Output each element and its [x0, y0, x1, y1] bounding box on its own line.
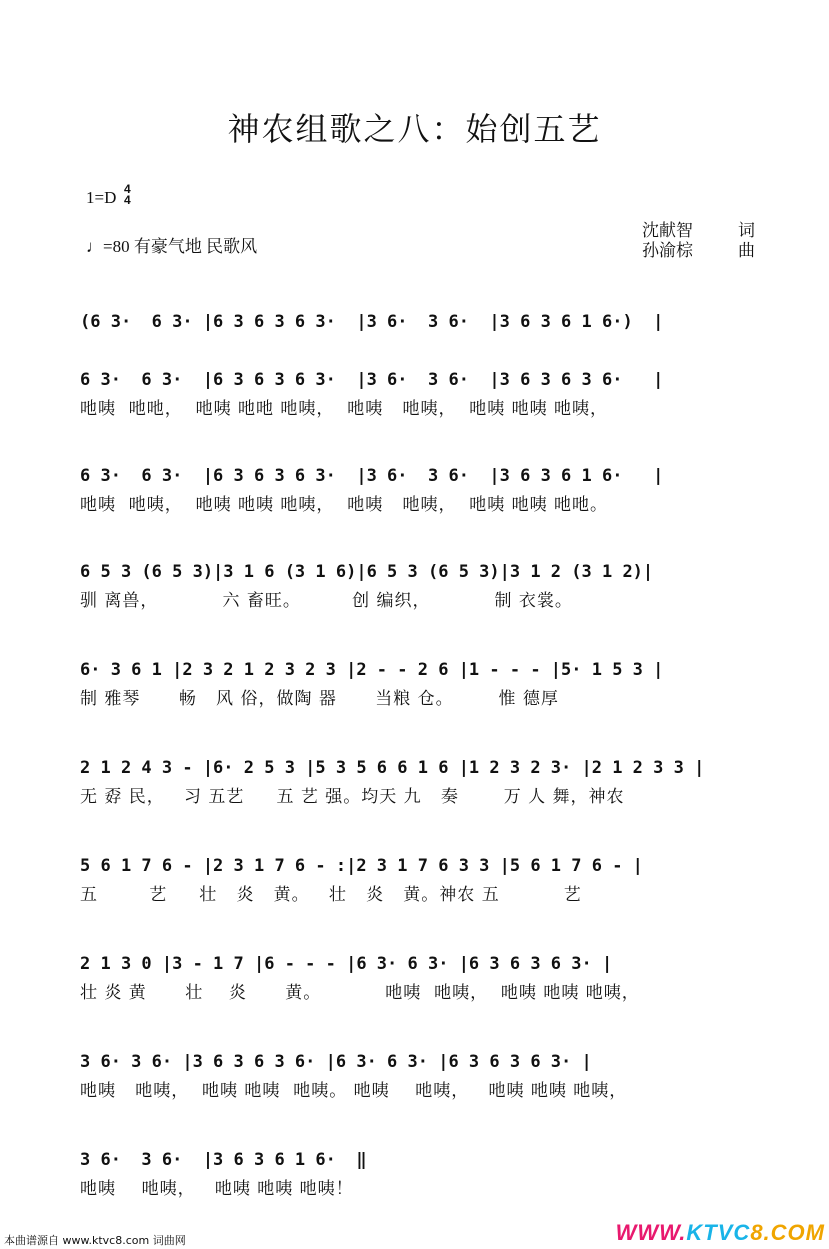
lyric-line: 五 艺 壮 炎 黄。 壮 炎 黄。神农 五 艺 [80, 885, 582, 905]
notation-line: 6 5 3 (6 5 3)|3 1 6 (3 1 6)|6 5 3 (6 5 3)|3 1 2 (3 1 2)| [80, 562, 654, 582]
score-row [80, 758, 760, 807]
score-row [80, 856, 760, 905]
composer-name: 孙渝棕 [642, 241, 693, 261]
score-row [80, 1052, 760, 1101]
notation-line: 3 6· 3 6· |3 6 3 6 1 6· ‖ [80, 1150, 367, 1170]
lyricist-role: 词 [738, 221, 755, 241]
composer-role: 曲 [738, 241, 755, 261]
composer-credit [642, 236, 755, 261]
score-row [80, 562, 760, 611]
logo-com: 8.COM [750, 1220, 825, 1245]
score-row [80, 954, 760, 1003]
lyric-line: 吔咦 吔咦， 吔咦 吔咦 吔咦！ [80, 1179, 354, 1199]
notation-line: 6· 3 6 1 |2 3 2 1 2 3 2 3 |2 - - 2 6 |1 - - - |5· 1 5 3 | [80, 660, 664, 680]
tempo-marking: ♩=80 有豪气地 民歌风 [86, 237, 258, 256]
lyric-line: 壮 炎 黄 壮 炎 黄。 吔咦 吔咦， 吔咦 吔咦 吔咦， [80, 983, 640, 1003]
notation-line: (6 3· 6 3· |6 3 6 3 6 3· |3 6· 3 6· |3 6 3 6 1 6·) | [80, 312, 664, 332]
notation-line: 3 6· 3 6· |3 6 3 6 3 6· |6 3· 6 3· |6 3 6 3 6 3· | [80, 1052, 592, 1072]
logo-www: WWW. [615, 1220, 687, 1245]
score-row [80, 660, 760, 709]
lyric-line: 吔咦 吔咦， 吔咦 吔咦 吔咦。 吔咦 吔咦， 吔咦 吔咦 吔咦， [80, 1081, 628, 1101]
score-row [80, 466, 760, 515]
notation-line: 2 1 3 0 |3 - 1 7 |6 - - - |6 3· 6 3· |6 3 6 3 6 3· | [80, 954, 613, 974]
score-row [80, 370, 760, 419]
lyricist-name: 沈献智 [642, 221, 693, 241]
key-signature: 1=D [86, 188, 117, 207]
logo-ktvc: KTVC [686, 1220, 751, 1245]
site-logo[interactable] [616, 1220, 825, 1246]
time-signature-bottom: 4 [124, 193, 131, 207]
time-signature [124, 184, 131, 206]
footer-source-text: 本曲谱源自 www.ktvc8.com 词曲网 [4, 1234, 186, 1247]
score-row [80, 1150, 760, 1199]
notation-line: 2 1 2 4 3 - |6· 2 5 3 |5 3 5 6 6 1 6 |1 2 3 2 3· |2 1 2 3 3 | [80, 758, 705, 778]
lyric-line: 驯 离兽， 六 畜旺。 创 编织， 制 衣裳。 [80, 591, 573, 611]
lyric-line: 吔咦 吔吔， 吔咦 吔吔 吔咦， 吔咦 吔咦， 吔咦 吔咦 吔咦， [80, 399, 609, 419]
lyric-line: 制 雅琴 畅 风 俗，做陶 器 当粮 仓。 惟 德厚 [80, 689, 559, 709]
notation-line: 5 6 1 7 6 - |2 3 1 7 6 - :|2 3 1 7 6 3 3 |5 6 1 7 6 - | [80, 856, 643, 876]
notation-line: 6 3· 6 3· |6 3 6 3 6 3· |3 6· 3 6· |3 6 3 6 3 6· | [80, 370, 664, 390]
notation-line: 6 3· 6 3· |6 3 6 3 6 3· |3 6· 3 6· |3 6 3 6 1 6· | [80, 466, 664, 486]
page-title: 神农组歌之八：始创五艺 [227, 110, 602, 148]
time-signature-top: 4 [124, 182, 131, 196]
lyric-line: 无 孬 民， 习 五艺 五 艺 强。均天 九 奏 万 人 舞，神农 [80, 787, 625, 807]
score-row [80, 312, 760, 336]
lyric-line: 吔咦 吔咦， 吔咦 吔咦 吔咦， 吔咦 吔咦， 吔咦 吔咦 吔吔。 [80, 495, 609, 515]
